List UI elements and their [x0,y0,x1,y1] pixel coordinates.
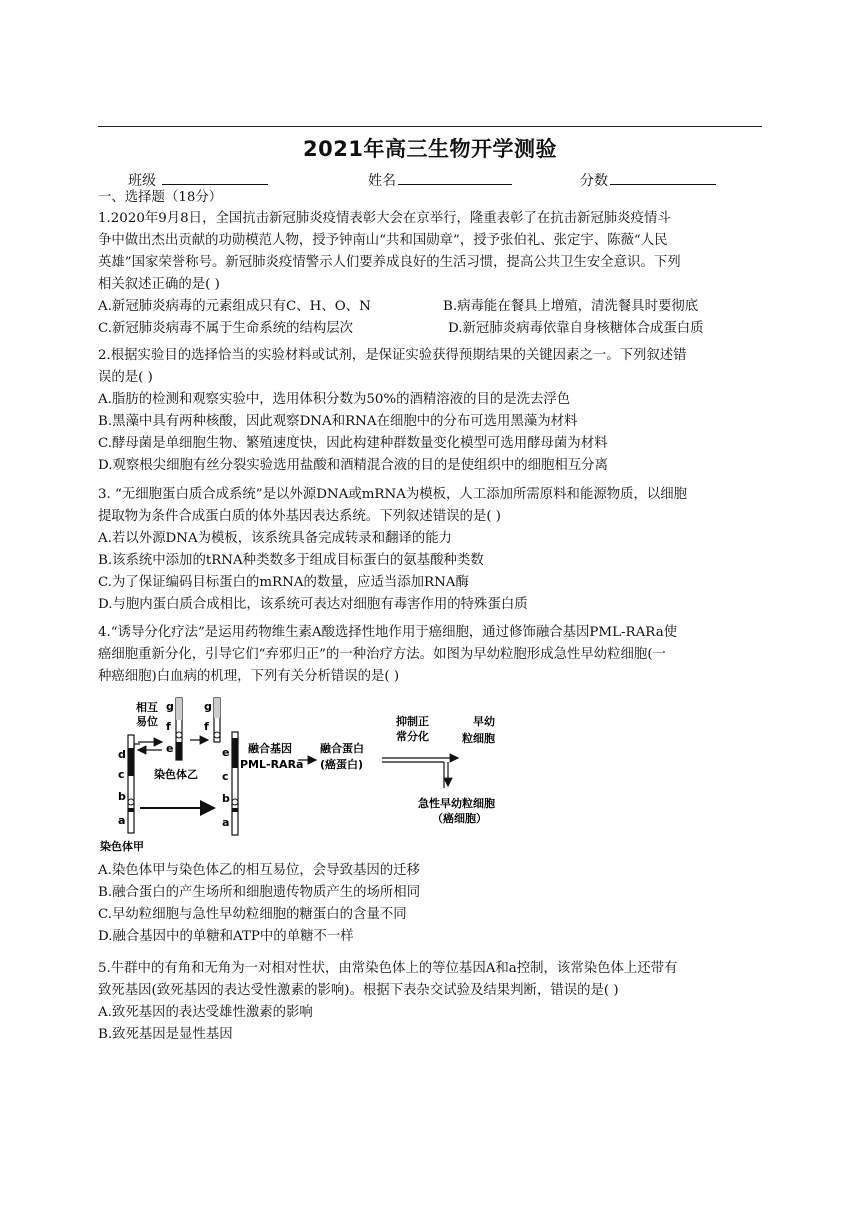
chromosome-jia-label: 染色体甲 [100,840,144,853]
q4-line: 4.“诱导分化疗法”是运用药物维生素A酸选择性地作用于癌细胞，通过修饰融合基因PML-RARa使 [98,625,678,640]
exchange-label-2: 易位 [136,715,158,728]
q1-line: 英雄”国家荣誉称号。新冠肺炎疫情警示人们要养成良好的生活习惯，提高公共卫生安全意识。下列 [98,255,681,270]
q2-option-a[interactable]: A.脂肪的检测和观察实验中，选用体积分数为50%的酒精溶液的目的是洗去浮色 [98,392,571,407]
early-cell-label-2: 粒细胞 [462,732,495,745]
question-3 [98,484,766,616]
early-cell-label-1: 早幼 [473,715,495,728]
q1-line: 相关叙述正确的是( ) [98,277,220,292]
chromosome-yi-result [214,698,220,742]
inhibit-label-1: 抑制正 [396,715,429,728]
label-b: b [118,790,126,803]
page-title: 2021年高三生物开学测验 [303,137,557,161]
q2-option-d[interactable]: D.观察根尖细胞有丝分裂实验选用盐酸和酒精混合液的目的是使组织中的细胞相互分离 [98,458,608,473]
q4-line: 种癌细胞)白血病的机理，下列有关分析错误的是( ) [98,669,400,684]
q4-line: 癌细胞重新分化，引导它们“弃邪归正”的一种治疗方法。如图为早幼粒胞形成急性早幼粒细胞(一 [98,647,666,662]
label-g-2: g [204,700,212,713]
q3-option-a[interactable]: A.若以外源DNA为模板，该系统具备完成转录和翻译的能力 [98,531,453,546]
exchange-label-1: 相互 [136,701,158,714]
score-blank[interactable] [610,170,716,185]
question-4-options [98,860,766,948]
chromosome-yi-label: 染色体乙 [154,768,198,781]
q5-line: 致死基因(致死基因的表达受性激素的影响)。根据下表杂交试验及结果判断，错误的是( ) [98,983,619,998]
q1-option-d[interactable]: D.新冠肺炎病毒依靠自身核糖体合成蛋白质 [448,321,704,336]
q3-line: 提取物为条件合成蛋白质的体外基因表达系统。下列叙述错误的是( ) [98,509,502,524]
q3-option-c[interactable]: C.为了保证编码目标蛋白的mRNA的数量，应适当添加RNA酶 [98,575,469,590]
name-blank[interactable] [398,170,512,185]
q5-option-b[interactable]: B.致死基因是显性基因 [98,1027,233,1042]
label-d: d [118,748,126,761]
q5-line: 5.牛群中的有角和无角为一对相对性状，由常染色体上的等位基因A和a控制，该常染色体上还带有 [98,961,678,976]
chromosome-jia [128,735,134,833]
q1-line: 1.2020年9月8日，全国抗击新冠肺炎疫情表彰大会在京举行，隆重表彰了在抗击新冠肺炎疫情斗 [98,211,671,226]
q4-option-b[interactable]: B.融合蛋白的产生场所和细胞遗传物质产生的场所相同 [98,885,421,900]
header-rule [98,126,762,127]
acute-cell-label-2: （癌细胞） [432,812,487,825]
class-blank[interactable] [162,170,268,185]
fusion-protein-label-1: 融合蛋白 [320,742,364,755]
q5-option-a[interactable]: A.致死基因的表达受雄性激素的影响 [98,1005,313,1020]
label-c: c [118,768,125,781]
q4-option-d[interactable]: D.融合基因中的单糖和ATP中的单糖不一样 [98,929,354,944]
label-e: e [166,742,174,755]
class-label: 班级 [128,173,156,189]
q1-option-a[interactable]: A.新冠肺炎病毒的元素组成只有C、H、O、N [98,299,371,314]
q2-option-b[interactable]: B.黑藻中具有两种核酸，因此观察DNA和RNA在细胞中的分布可选用黑藻为材料 [98,414,578,429]
fusion-gene-label-1: 融合基因 [248,742,292,755]
label-g: g [166,700,174,713]
leukemia-mechanism-diagram [98,690,538,855]
q2-line: 误的是( ) [98,370,153,385]
q1-option-c[interactable]: C.新冠肺炎病毒不属于生命系统的结构层次 [98,321,354,336]
fusion-protein-label-2: (癌蛋白) [320,758,364,771]
question-5 [98,958,766,1046]
acute-cell-label-1: 急性早幼粒细胞 [418,797,495,810]
q2-line: 2.根据实验目的选择恰当的实验材料或试剂，是保证实验获得预期结果的关键因素之一。下列叙述错 [98,348,687,363]
question-1 [98,208,766,340]
question-4 [98,622,766,688]
q1-line: 争中做出杰出贡献的功勋模范人物，授予钟南山“共和国勋章”，授予张伯礼、张定宇、陈薇“人民 [98,233,668,248]
label-a-2: a [222,816,230,829]
fusion-gene-label-2: PML-RARa [240,758,304,771]
inhibit-label-2: 常分化 [396,730,429,743]
q1-option-b[interactable]: B.病毒能在餐具上增殖，清洗餐具时要彻底 [443,299,699,314]
section-heading: 一、选择题（18分） [98,190,223,205]
chromosome-fused [232,732,238,835]
q4-option-a[interactable]: A.染色体甲与染色体乙的相互易位，会导致基因的迁移 [98,863,420,878]
question-2 [98,345,766,477]
q3-option-d[interactable]: D.与胞内蛋白质合成相比，该系统可表达对细胞有毒害作用的特殊蛋白质 [98,597,528,612]
label-e-2: e [222,746,230,759]
label-b-2: b [222,792,230,805]
label-a: a [118,814,126,827]
q2-option-c[interactable]: C.酵母菌是单细胞生物、繁殖速度快，因此构建种群数量变化模型可选用酵母菌为材料 [98,436,608,451]
q3-line: 3. “无细胞蛋白质合成系统”是以外源DNA或mRNA为模板，人工添加所需原料和能源物质，以细胞 [98,487,688,502]
label-f-2: f [204,720,209,733]
label-c-2: c [222,770,229,783]
score-label: 分数 [580,173,608,189]
q3-option-b[interactable]: B.该系统中添加的tRNA种类数多于组成目标蛋白的氨基酸种类数 [98,553,484,568]
name-label: 姓名 [368,173,396,189]
chromosome-yi [176,698,182,760]
label-f: f [166,720,171,733]
q4-option-c[interactable]: C.早幼粒细胞与急性早幼粒细胞的糖蛋白的含量不同 [98,907,407,922]
